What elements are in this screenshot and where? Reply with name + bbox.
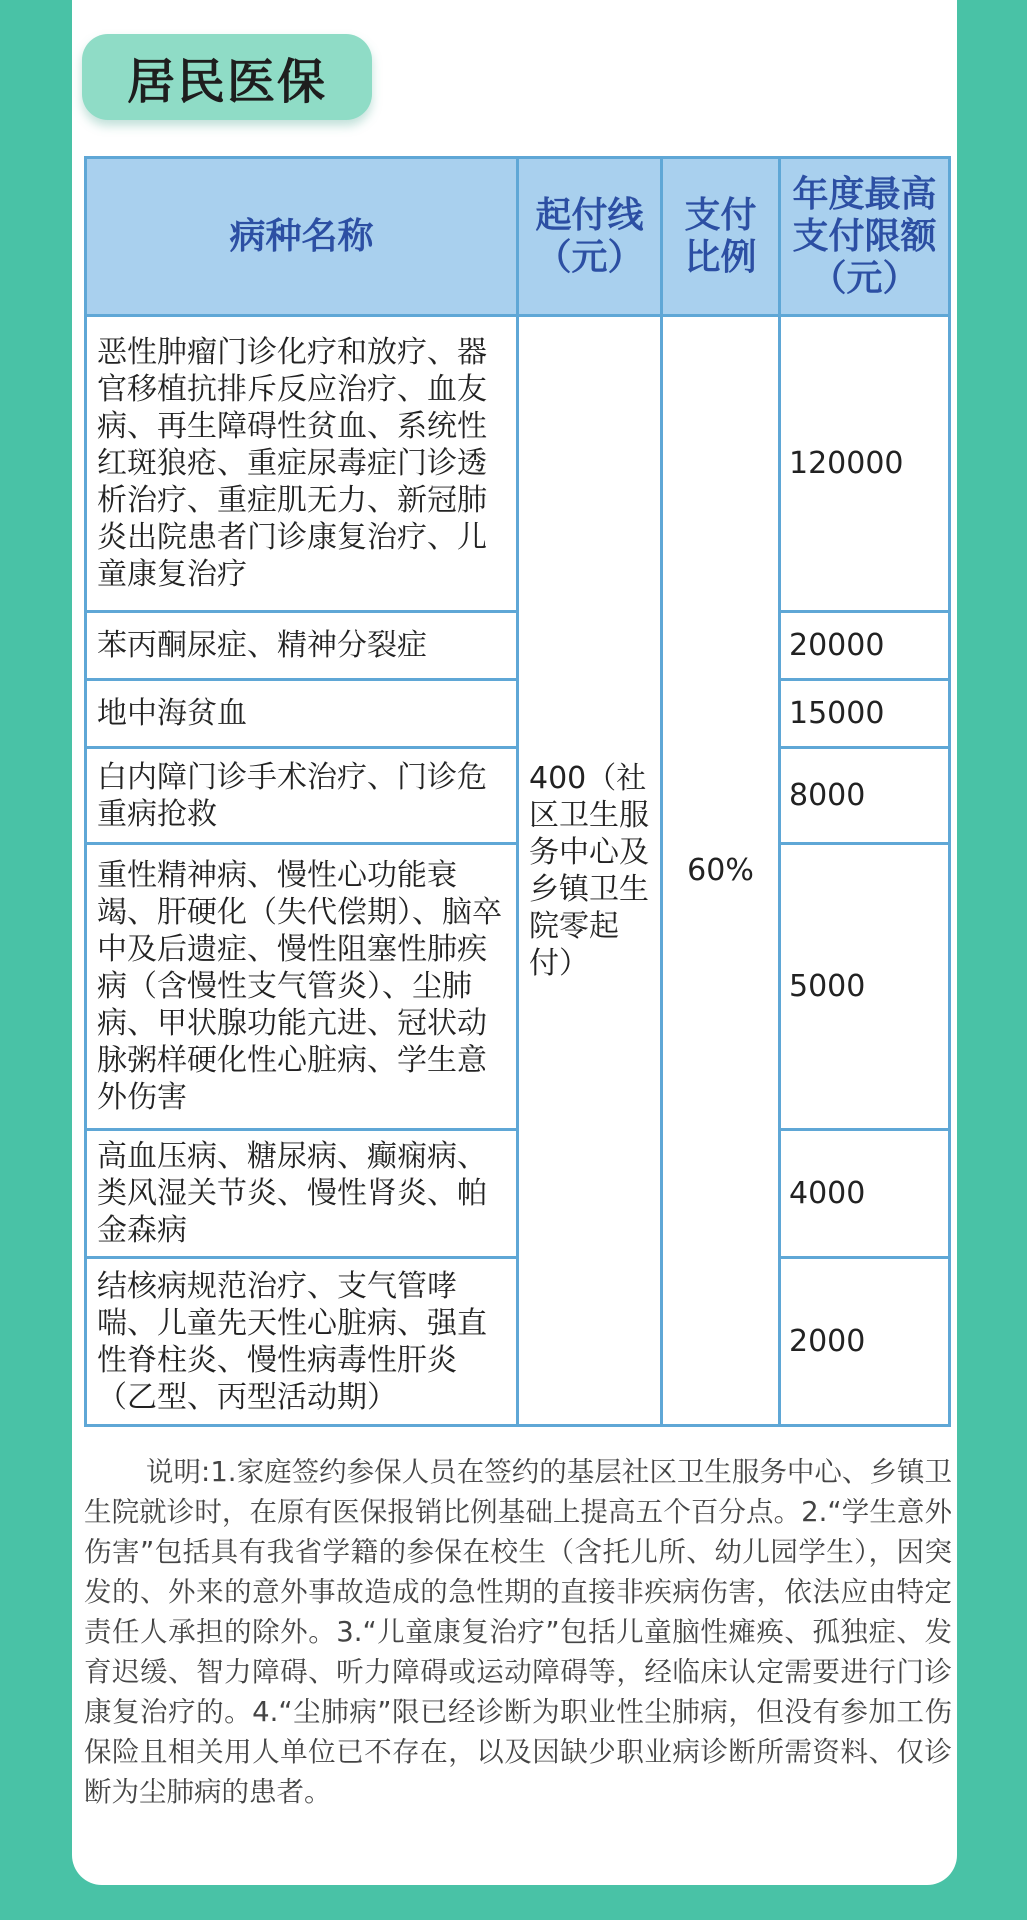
annual-limit-cell: 120000 bbox=[780, 316, 950, 612]
disease-name-cell: 苯丙酮尿症、精神分裂症 bbox=[86, 612, 518, 680]
notes-text: 说明:1.家庭签约参保人员在签约的基层社区卫生服务中心、乡镇卫生院就诊时，在原有医保报销比例基础上提高五个百分点。2.“学生意外伤害”包括具有我省学籍的参保在校生（含托儿所、幼儿园学生），因突发的、外来的意外事故造成的急性期的直接非疾病伤害，依法应由特定责任人承担的除外。3.“儿童康复治疗”包括儿童脑性瘫痪、孤独症、发育迟缓、智力障碍、听力障碍或运动障碍等，经临床认定需要进行门诊康复治疗的。4.“尘肺病”限已经诊断为职业性尘肺病，但没有参加工伤保险且相关用人单位已不存在，以及因缺少职业病诊断所需资料、仅诊断为尘肺病的患者。 bbox=[84, 1456, 952, 1808]
disease-name-cell: 重性精神病、慢性心功能衰竭、肝硬化（失代偿期）、脑卒中及后遗症、慢性阻塞性肺疾病（含慢性支气管炎）、尘肺病、甲状腺功能亢进、冠状动脉粥样硬化性心脏病、学生意外伤害 bbox=[86, 844, 518, 1130]
annual-limit-cell: 5000 bbox=[780, 844, 950, 1130]
annual-limit-cell: 2000 bbox=[780, 1258, 950, 1426]
annual-limit-cell: 15000 bbox=[780, 680, 950, 748]
annual-limit-cell: 20000 bbox=[780, 612, 950, 680]
disease-name-cell: 白内障门诊手术治疗、门诊危重病抢救 bbox=[86, 748, 518, 844]
disease-name-cell: 地中海贫血 bbox=[86, 680, 518, 748]
disease-name-cell: 结核病规范治疗、支气管哮喘、儿童先天性心脏病、强直性脊柱炎、慢性病毒性肝炎（乙型、丙型活动期） bbox=[86, 1258, 518, 1426]
deductible-cell: 400（社区卫生服务中心及乡镇卫生院零起付） bbox=[518, 316, 662, 1426]
annual-limit-cell: 4000 bbox=[780, 1130, 950, 1258]
header-deductible: 起付线（元） bbox=[518, 158, 662, 316]
header-annual-limit: 年度最高支付限额（元） bbox=[780, 158, 950, 316]
header-payment-ratio: 支付比例 bbox=[662, 158, 780, 316]
payment-ratio-cell: 60% bbox=[662, 316, 780, 1426]
disease-name-cell: 恶性肿瘤门诊化疗和放疗、器官移植抗排斥反应治疗、血友病、再生障碍性贫血、系统性红斑狼疮、重症尿毒症门诊透析治疗、重症肌无力、新冠肺炎出院患者门诊康复治疗、儿童康复治疗 bbox=[86, 316, 518, 612]
medical-insurance-table bbox=[84, 156, 951, 1427]
table-row bbox=[86, 316, 950, 612]
table-header-row bbox=[86, 158, 950, 316]
section-title: 居民医保 bbox=[82, 34, 372, 120]
header-disease-name: 病种名称 bbox=[86, 158, 518, 316]
notes-paragraph bbox=[84, 1452, 952, 1812]
disease-name-cell: 高血压病、糖尿病、癫痫病、类风湿关节炎、慢性肾炎、帕金森病 bbox=[86, 1130, 518, 1258]
annual-limit-cell: 8000 bbox=[780, 748, 950, 844]
